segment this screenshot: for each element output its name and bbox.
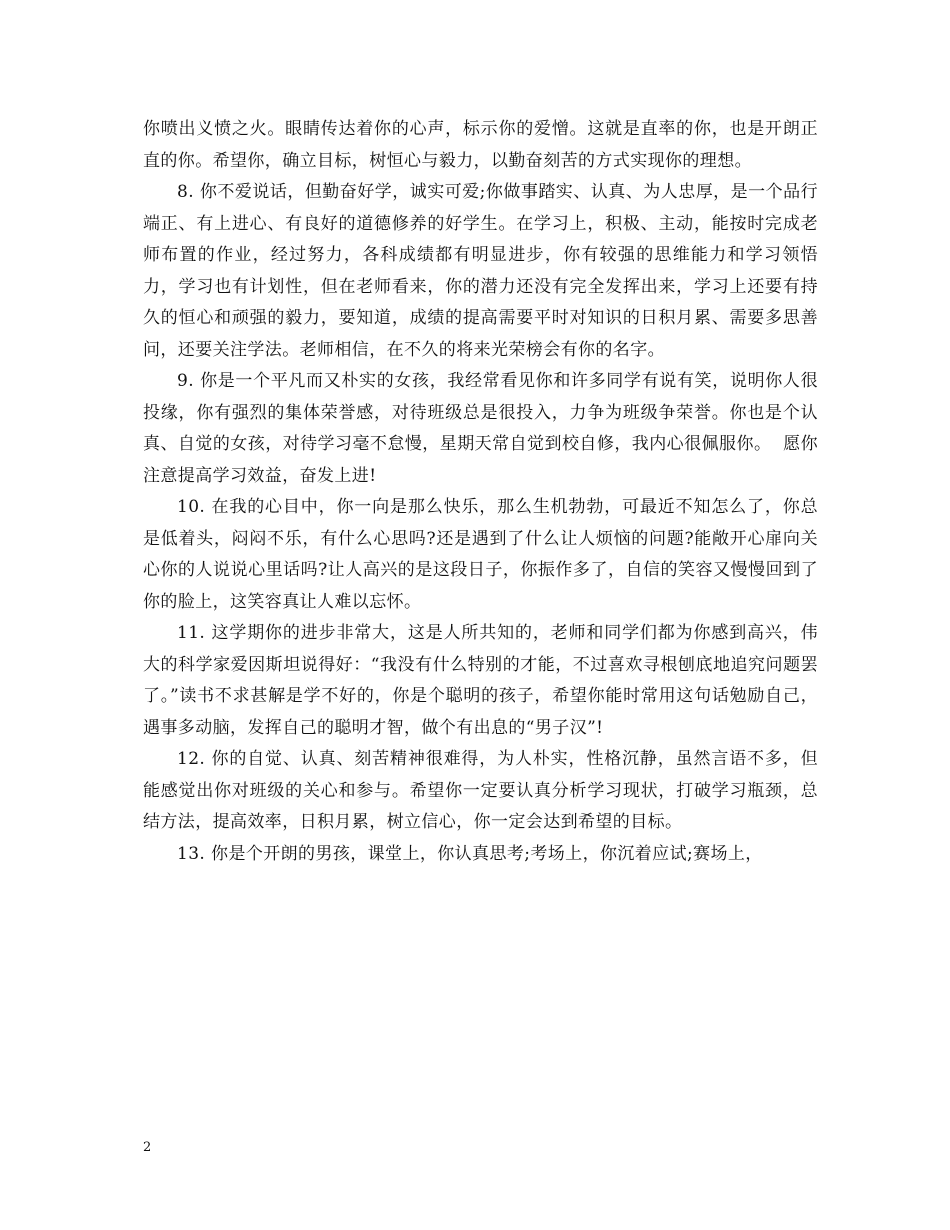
paragraph-6: 12. 你的自觉、认真、刻苦精神很难得，为人朴实，性格沉静，虽然言语不多，但能感觉出你对班级的关心和参与。希望你一定要认真分析学习现状，打破学习瓶颈，总结方法，提高效率，日积月累，树立信心，你一定会达到希望的目标。 bbox=[143, 749, 818, 832]
paragraph-7: 13. 你是个开朗的男孩，课堂上，你认真思考;考场上，你沉着应试;赛场上， bbox=[177, 843, 763, 864]
paragraph-2: 8. 你不爱说话，但勤奋好学，诚实可爱;你做事踏实、认真、为人忠厚，是一个品行端正、有上进心、有良好的道德修养的好学生。在学习上，积极、主动，能按时完成老师布置的作业，经过努力，各科成绩都有明显进步，你有较强的思维能力和学习领悟力，学习也有计划性，但在老师看来，你的潜力还没有完全发挥出来，学习上还要有持久的恒心和顽强的毅力，要知道，成绩的提高需要平时对知识的日积月累、需要多思善问，还要关注学法。老师相信，在不久的将来光荣榜会有你的名字。 bbox=[143, 182, 818, 360]
document-body bbox=[143, 114, 818, 870]
paragraph-5: 11. 这学期你的进步非常大，这是人所共知的，老师和同学们都为你感到高兴，伟大的科学家爱因斯坦说得好：“我没有什么特别的才能，不过喜欢寻根刨底地追究问题罢了。”读书不求甚解是学不好的，你是个聪明的孩子，希望你能时常用这句话勉励自己，遇事多动脑，发挥自己的聪明才智，做个有出息的“男子汉”! bbox=[143, 623, 818, 738]
paragraph-4: 10. 在我的心目中，你一向是那么快乐，那么生机勃勃，可最近不知怎么了，你总是低着头，闷闷不乐，有什么心思吗?还是遇到了什么让人烦恼的问题?能敞开心扉向关心你的人说说心里话吗?让人高兴的是这段日子，你振作多了，自信的笑容又慢慢回到了你的脸上，这笑容真让人难以忘怀。 bbox=[143, 497, 818, 612]
paragraph-1: 你喷出义愤之火。眼睛传达着你的心声，标示你的爱憎。这就是直率的你，也是开朗正直的你。希望你，确立目标，树恒心与毅力，以勤奋刻苦的方式实现你的理想。 bbox=[143, 119, 818, 171]
paragraph-3: 9. 你是一个平凡而又朴实的女孩，我经常看见你和许多同学有说有笑，说明你人很投缘，你有强烈的集体荣誉感，对待班级总是很投入，力争为班级争荣誉。你也是个认真、自觉的女孩，对待学习毫不怠慢，星期天常自觉到校自修，我内心很佩服你。 愿你注意提高学习效益，奋发上进! bbox=[143, 371, 818, 486]
page-number: 2 bbox=[143, 1140, 152, 1155]
